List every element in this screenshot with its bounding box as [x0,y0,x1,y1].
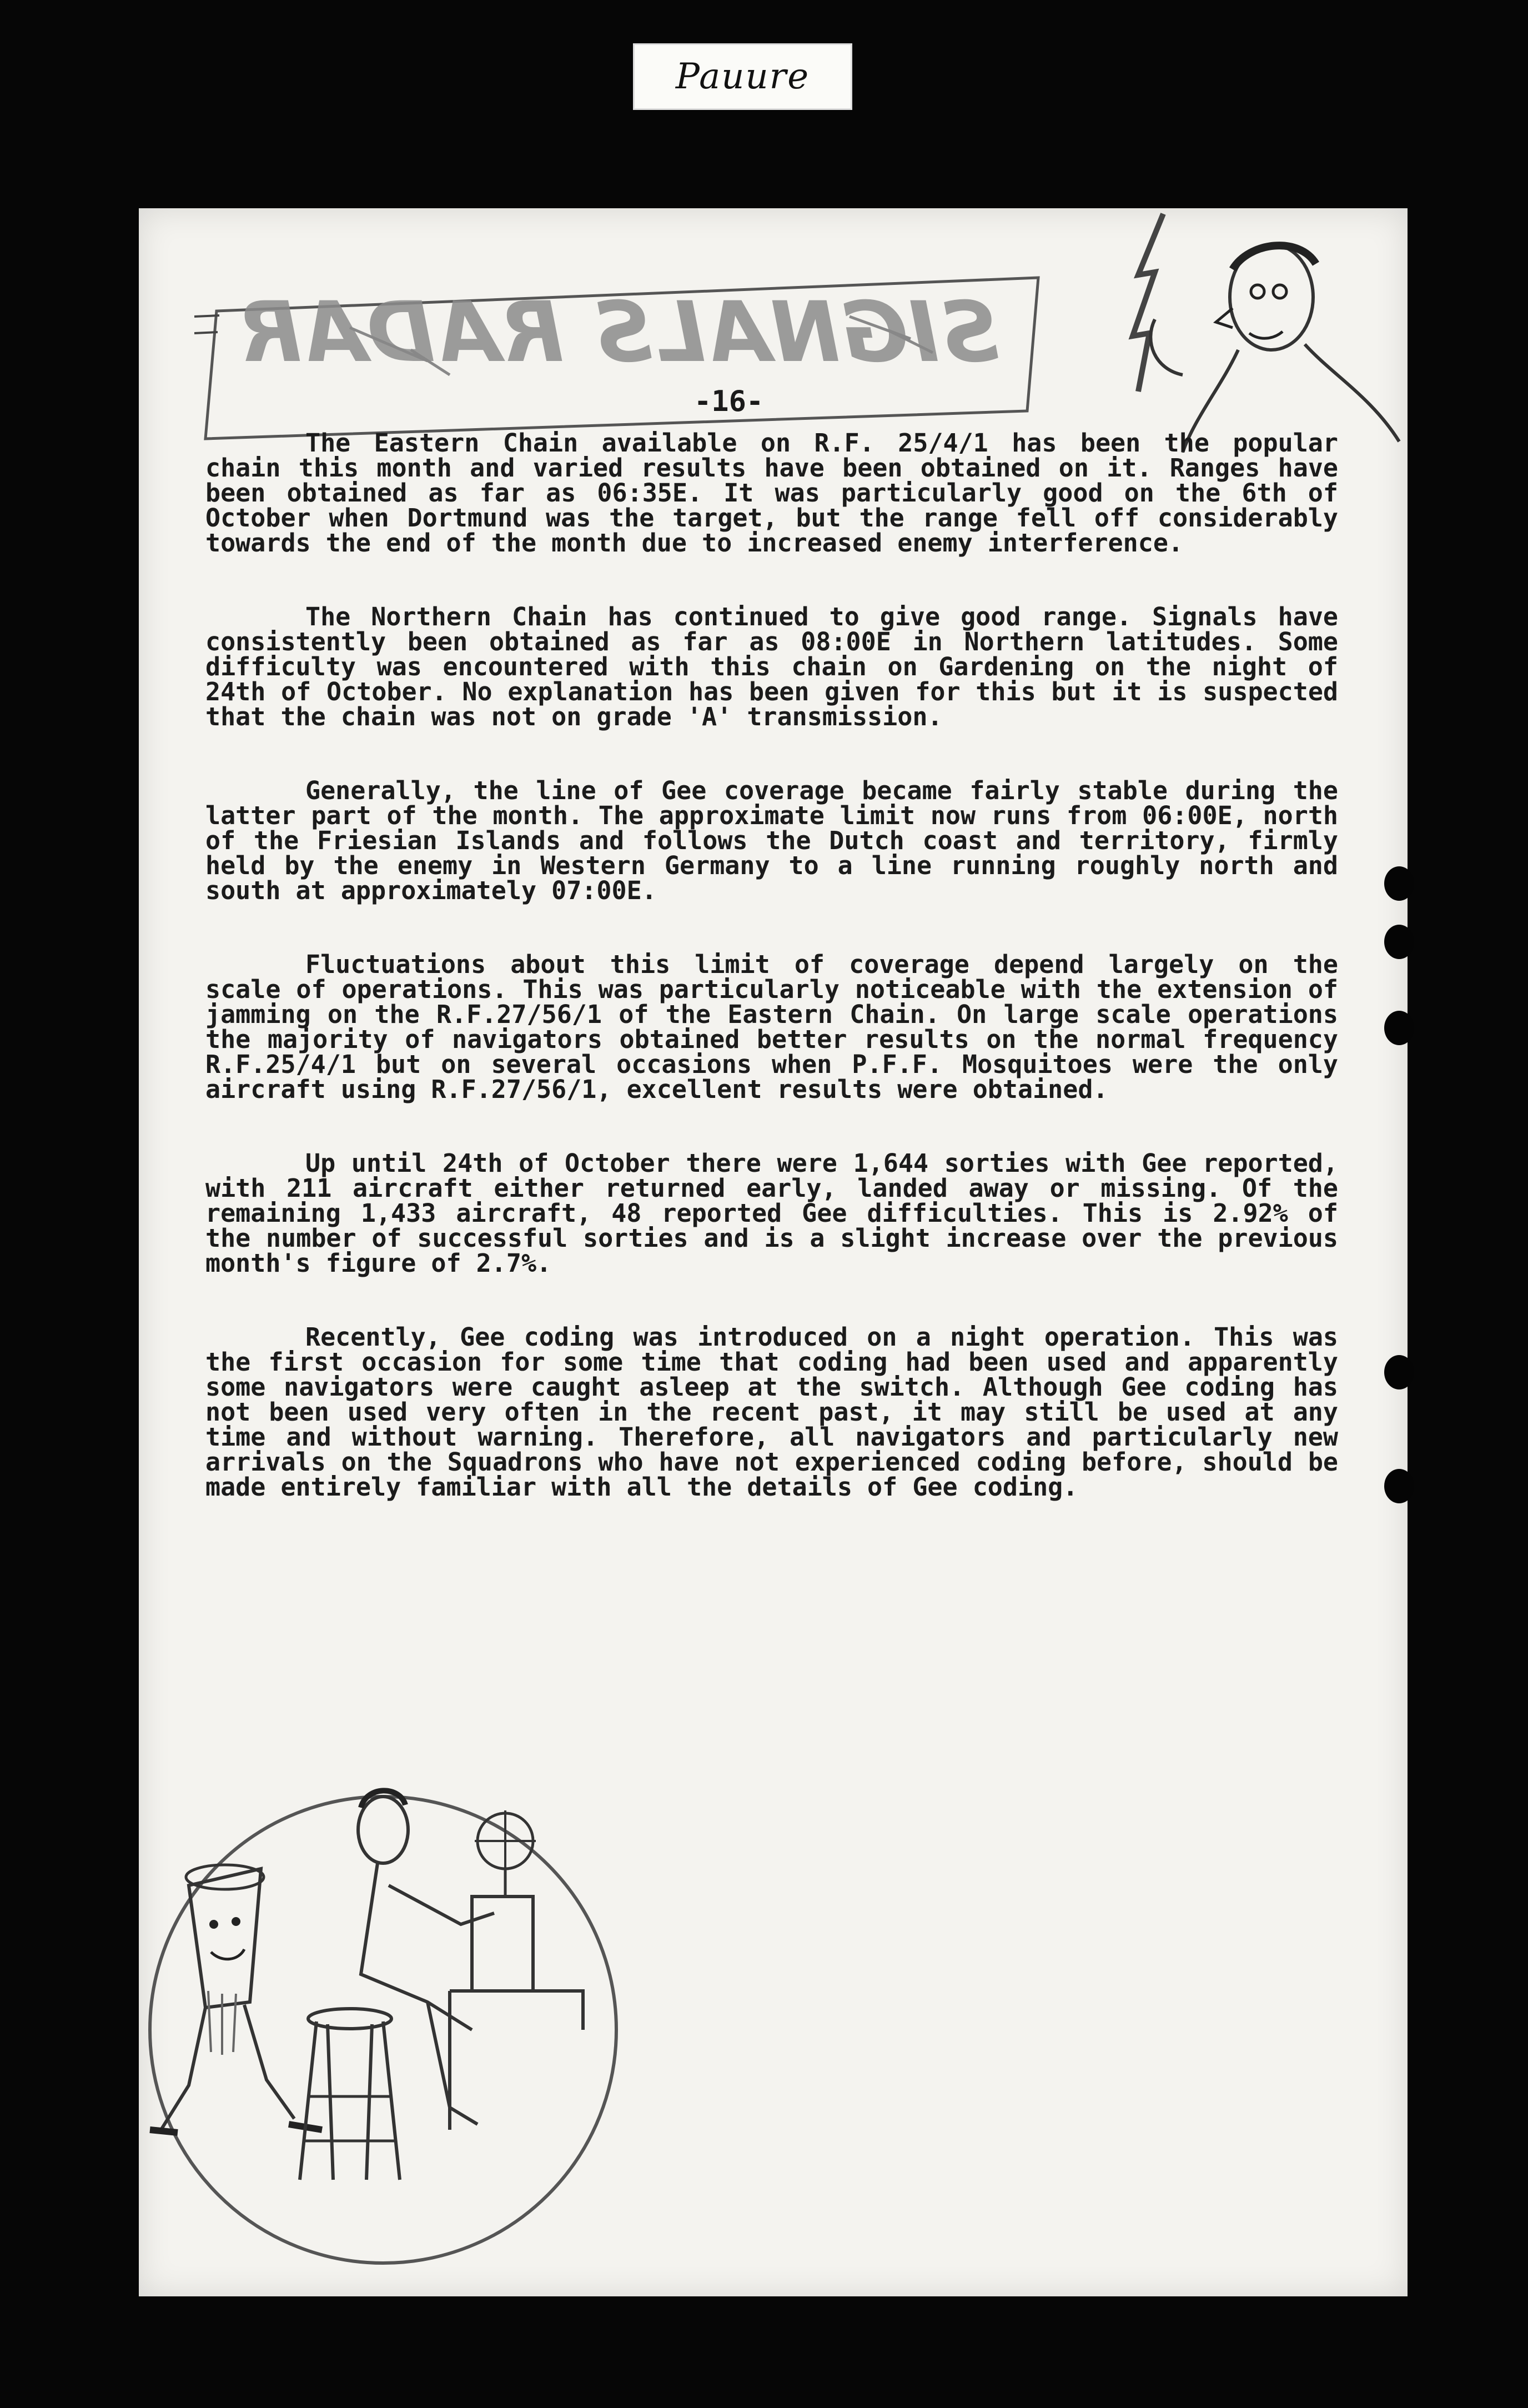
paragraph-eastern-chain: The Eastern Chain available on R.F. 25/4/1 has been the popular chain this month and varied results have been obtained on it. Ranges have been obtained as far as 06:35E. It was particularly good on the 6th of October when Dortmund was the target, but the range fell off considerably towards the end of the month due to increased enemy interference. [205,428,1338,558]
file-tag-text: Pauure [675,56,810,97]
cartoon-man-lightning [972,208,1405,453]
paragraph-gee-coding: Recently, Gee coding was introduced on a night operation. This was the first occasion for some time that coding had been used and apparently some navigators were caught asleep at the switch. Although Gee coding has not been used very often in the recent past, it may still be used at any time and without warning. Therefore, all navigators and particularly new arrivals on the Squadrons who have not experienced coding before, should be made entirely familiar with all the details of Gee coding. [205,1322,1338,1502]
punch-hole [1384,925,1414,959]
stamp-text: SIGNALS RADAR [237,284,999,381]
paragraph-gee-coverage: Generally, the line of Gee coverage became fairly stable during the latter part of the month. The approximate limit now runs from 06:00E, north of the Friesian Islands and follows the Dutch coast and territory, firmly held by the enemy in Western Germany to a line running roughly north and south at approximately 07:00E. [205,776,1338,905]
paragraph-northern-chain: The Northern Chain has continued to give good range. Signals have consistently been obtained as far as 08:00E in Northern latitudes. Some difficulty was encountered with this chain on Gardening on the night of 24th of October. No explanation has been given for this but it is suspected that the chain was not on grade 'A' transmission. [205,602,1338,731]
document-page [139,208,1408,2296]
page-number: -16- [694,385,764,418]
punch-hole [1384,1011,1414,1045]
paragraph-sorties: Up until 24th of October there were 1,644 sorties with Gee reported, with 211 aircraft either returned early, landed away or missing. Of the remaining 1,433 aircraft, 48 reported Gee difficulties. This is 2.92% of the number of successful sorties and is a slight increase over the previous month's figure of 2.7%. [205,1148,1338,1278]
punch-hole [1384,1355,1414,1389]
punch-hole [1384,866,1414,901]
cartoon-navigator-gee [139,1741,639,2296]
punch-hole [1384,1469,1414,1503]
file-tag [633,43,852,110]
article-body [205,430,1338,1548]
paragraph-fluctuations: Fluctuations about this limit of coverage depend largely on the scale of operations. This was particularly noticeable with the extension of jamming on the R.F.27/56/1 of the Eastern Chain. On large scale operations the majority of navigators obtained better results on the normal frequency R.F.25/4/1 but on several occasions when P.F.F. Mosquitoes were the only aircraft using R.F.27/56/1, excellent results were obtained. [205,950,1338,1104]
